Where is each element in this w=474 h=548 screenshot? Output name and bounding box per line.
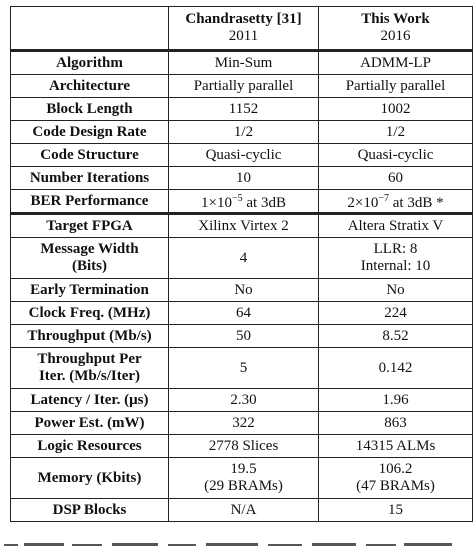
chandrasetty-value: 64 — [169, 302, 319, 325]
row-label: Code Structure — [11, 144, 169, 167]
row-label: Memory (Kbits) — [11, 458, 169, 499]
cell-line: Throughput Per — [37, 351, 142, 367]
ber-suffix: at 3dB * — [389, 195, 444, 211]
this-work-value: 863 — [319, 412, 473, 435]
cell-line: LLR: 8 — [373, 241, 418, 257]
chandrasetty-value: 2.30 — [169, 389, 319, 412]
this-work-value: 1002 — [319, 98, 473, 121]
this-work-value: ADMM-LP — [319, 51, 473, 75]
table-row — [11, 325, 473, 348]
chandrasetty-value: N/A — [169, 499, 319, 522]
table-row — [11, 302, 473, 325]
row-label: Algorithm — [11, 51, 169, 75]
header-year: 2016 — [380, 28, 411, 44]
chandrasetty-value: 4 — [169, 238, 319, 279]
cell-line: Internal: 10 — [360, 258, 431, 274]
row-label: Architecture — [11, 75, 169, 98]
this-work-value: 1/2 — [319, 121, 473, 144]
chandrasetty-value — [169, 458, 319, 499]
table-row — [11, 348, 473, 389]
row-label: Number Iterations — [11, 167, 169, 190]
chandrasetty-value: Quasi-cyclic — [169, 144, 319, 167]
row-label: Target FPGA — [11, 214, 169, 238]
this-work-value — [319, 238, 473, 279]
table-row — [11, 389, 473, 412]
table-row — [11, 279, 473, 302]
this-work-value: Altera Stratix V — [319, 214, 473, 238]
row-label: Block Length — [11, 98, 169, 121]
row-label — [11, 238, 169, 279]
row-label: Throughput (Mb/s) — [11, 325, 169, 348]
table-row — [11, 51, 473, 75]
ber-suffix: at 3dB — [242, 195, 286, 211]
row-label: Latency / Iter. (μs) — [11, 389, 169, 412]
table-row — [11, 121, 473, 144]
chandrasetty-value: No — [169, 279, 319, 302]
this-work-value: 15 — [319, 499, 473, 522]
cell-line: 19.5 — [230, 461, 257, 477]
this-work-value: 14315 ALMs — [319, 435, 473, 458]
this-work-value: 0.142 — [319, 348, 473, 389]
chandrasetty-value — [169, 190, 319, 214]
this-work-value: 224 — [319, 302, 473, 325]
header-empty-cell — [11, 7, 169, 51]
this-work-value — [319, 458, 473, 499]
this-work-value: No — [319, 279, 473, 302]
table-row — [11, 435, 473, 458]
chandrasetty-value: 10 — [169, 167, 319, 190]
header-this-work — [319, 7, 473, 51]
row-label: DSP Blocks — [11, 499, 169, 522]
chandrasetty-value: 50 — [169, 325, 319, 348]
this-work-value: 8.52 — [319, 325, 473, 348]
cell-line: (47 BRAMs) — [356, 478, 435, 494]
chandrasetty-value: 1152 — [169, 98, 319, 121]
header-row — [11, 7, 473, 51]
table-row — [11, 499, 473, 522]
ber-exponent: −5 — [231, 193, 243, 204]
cell-line: Iter. (Mb/s/Iter) — [38, 368, 141, 384]
ber-mantissa: 2×10 — [347, 195, 379, 211]
ber-mantissa: 1×10 — [201, 195, 232, 211]
row-label — [11, 348, 169, 389]
row-label: Clock Freq. (MHz) — [11, 302, 169, 325]
chandrasetty-value: Min-Sum — [169, 51, 319, 75]
table-row — [11, 238, 473, 279]
cell-line: Message Width — [40, 241, 139, 257]
cell-line: (Bits) — [72, 258, 107, 274]
chandrasetty-value: Xilinx Virtex 2 — [169, 214, 319, 238]
row-label: Code Design Rate — [11, 121, 169, 144]
this-work-value — [319, 190, 473, 214]
chandrasetty-value: 322 — [169, 412, 319, 435]
chandrasetty-value: 2778 Slices — [169, 435, 319, 458]
row-label: Power Est. (mW) — [11, 412, 169, 435]
this-work-value: 60 — [319, 167, 473, 190]
cell-line: 106.2 — [378, 461, 413, 477]
chandrasetty-value: Partially parallel — [169, 75, 319, 98]
table-row — [11, 458, 473, 499]
row-label: Early Termination — [11, 279, 169, 302]
cell-line: (29 BRAMs) — [204, 478, 283, 494]
header-title: This Work — [361, 11, 430, 27]
cropped-footnote-text — [0, 539, 474, 548]
this-work-value: Quasi-cyclic — [319, 144, 473, 167]
row-label: Logic Resources — [11, 435, 169, 458]
this-work-value: Partially parallel — [319, 75, 473, 98]
header-chandrasetty — [169, 7, 319, 51]
table-row — [11, 75, 473, 98]
table-row — [11, 190, 473, 214]
comparison-table — [10, 6, 473, 522]
table-row — [11, 412, 473, 435]
table-row — [11, 144, 473, 167]
chandrasetty-value: 1/2 — [169, 121, 319, 144]
ber-exponent: −7 — [378, 193, 389, 204]
table-row — [11, 167, 473, 190]
header-title: Chandrasetty [31] — [185, 11, 302, 27]
this-work-value: 1.96 — [319, 389, 473, 412]
chandrasetty-value: 5 — [169, 348, 319, 389]
table-row — [11, 214, 473, 238]
table-row — [11, 98, 473, 121]
row-label: BER Performance — [11, 190, 169, 214]
header-year: 2011 — [228, 28, 259, 44]
